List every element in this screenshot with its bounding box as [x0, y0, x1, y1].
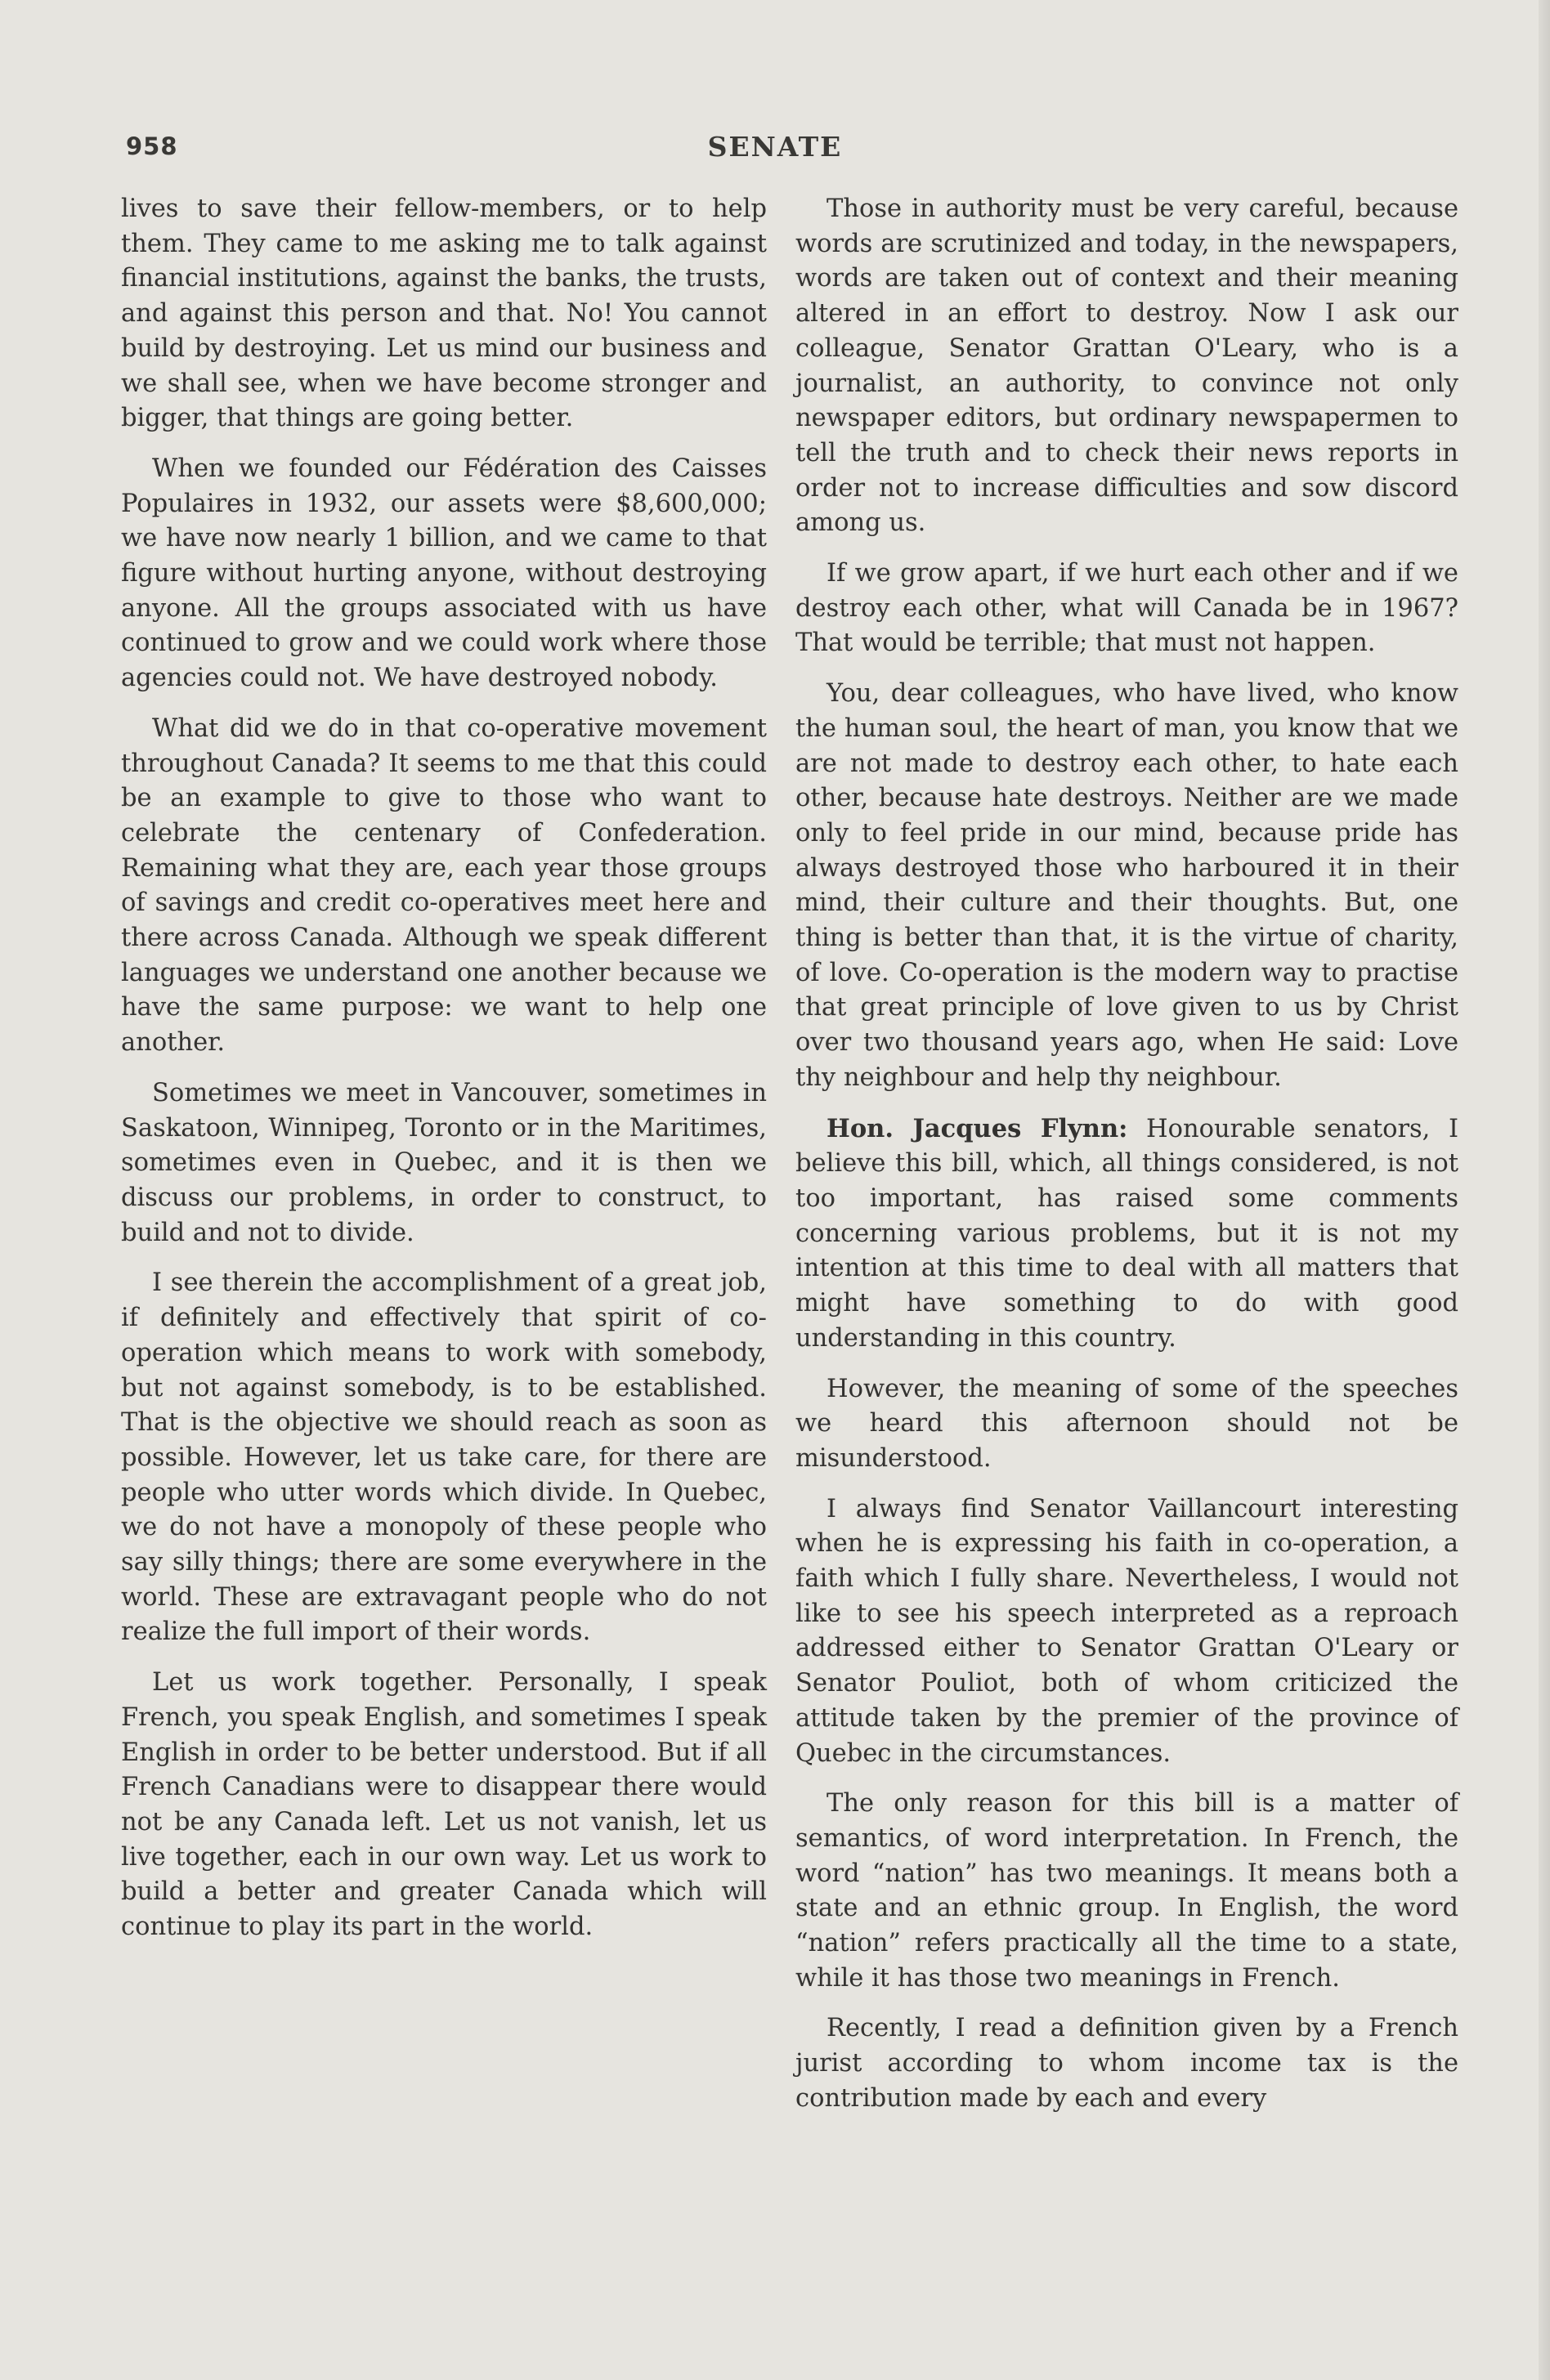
paragraph: I see therein the accomplishment of a great job, if definitely and effectively that spirit of co-operation which means to work with somebody, but not against somebody, is to be established. That is the objective we should reach as soon as possible. However, let us take care, for there are people who utter words which divide. In Quebec, we do not have a monopoly of these people who say silly things; there are some everywhere in the world. These are extravagant people who do not realize the full import of their words.: [121, 1268, 767, 1647]
paragraph: What did we do in that co-operative movement throughout Canada? It seems to me that this could be an example to give to those who want to celebrate the centenary of Confederation. Remaining what they are, each year those groups of savings and credit co-operatives meet here and there across Canada. Although we speak different languages we understand one another because we have the same purpose: we want to help one another.: [121, 714, 767, 1058]
left-column: [121, 192, 767, 1961]
paragraph: When we founded our Fédération des Caisses Populaires in 1932, our assets were $8,600,000; we have now nearly 1 billion, and we came to that figure without hurting anyone, without destroying anyone. All the groups associated with us have continued to grow and we could work where those agencies could not. We have destroyed nobody.: [121, 454, 767, 693]
paragraph: Sometimes we meet in Vancouver, sometimes in Saskatoon, Winnipeg, Toronto or in the Maritimes, sometimes even in Quebec, and it is then we discuss our problems, in order to construct, to build and not to divide.: [121, 1078, 767, 1247]
paragraph: lives to save their fellow-members, or to help them. They came to me asking me to talk against financial institutions, against the banks, the trusts, and against this person and that. No! You cannot build by destroying. Let us mind our business and we shall see, when we have become stronger and bigger, that things are going better.: [121, 195, 767, 433]
paragraph: Recently, I read a definition given by a French jurist according to whom income tax is the contribution made by each and every: [795, 2014, 1458, 2113]
speaker-name: Hon. Jacques Flynn:: [827, 1113, 1128, 1143]
page-edge: [1539, 0, 1550, 2380]
paragraph: I always find Senator Vaillancourt interesting when he is expressing his faith in co-operation, a faith which I fully share. Nevertheless, I would not like to see his speech interpreted as a reproach addressed either to Senator Grattan O'Leary or Senator Pouliot, both of whom criticized the attitude taken by the premier of the province of Quebec in the circumstances.: [795, 1494, 1458, 1768]
speech-text: Honourable senators, I believe this bill, which, all things considered, is not too important, has raised some comments concerning various problems, but it is not my intention at this time to deal with all matters that might have something to do with good understanding in this country.: [795, 1114, 1459, 1353]
paragraph: The only reason for this bill is a matter of semantics, of word interpretation. In French, the word “nation” has two meanings. It means both a state and an ethnic group. In English, the word “nation” refers practically all the time to a state, while it has those two meanings in French.: [795, 1789, 1458, 1993]
paragraph: Those in authority must be very careful, because words are scrutinized and today, in the newspapers, words are taken out of context and their meaning altered in an effort to destroy. Now I ask our colleague, Senator Grattan O'Leary, who is a journalist, an authority, to convince not only newspaper editors, but ordinary newspapermen to tell the truth and to check their news reports in order not to increase difficulties and sow discord among us.: [795, 195, 1458, 538]
right-column: [795, 192, 1458, 2132]
paragraph: Let us work together. Personally, I speak French, you speak English, and sometimes I speak English in order to be better understood. But if all French Canadians were to disappear there would not be any Canada left. Let us not vanish, let us live together, each in our own way. Let us work to build a better and greater Canada which will continue to play its part in the world.: [121, 1668, 767, 1942]
running-head: SENATE: [707, 131, 843, 163]
paragraph: If we grow apart, if we hurt each other and if we destroy each other, what will Canada be in 1967? That would be terrible; that must not happen.: [795, 559, 1458, 658]
page-number: 958: [126, 132, 178, 160]
paragraph: However, the meaning of some of the speeches we heard this afternoon should not be misunderstood.: [795, 1374, 1458, 1473]
paragraph: You, dear colleagues, who have lived, who know the human soul, the heart of man, you know that we are not made to destroy each other, to hate each other, because hate destroys. Neither are we made only to feel pride in our mind, because pride has always destroyed those who harboured it in their mind, their culture and their thoughts. But, one thing is better than that, it is the virtue of charity, of love. Co-operation is the modern way to practise that great principle of love given to us by Christ over two thousand years ago, when He said: Love thy neighbour and help thy neighbour.: [795, 679, 1458, 1092]
speech-paragraph: [795, 1112, 1458, 1357]
